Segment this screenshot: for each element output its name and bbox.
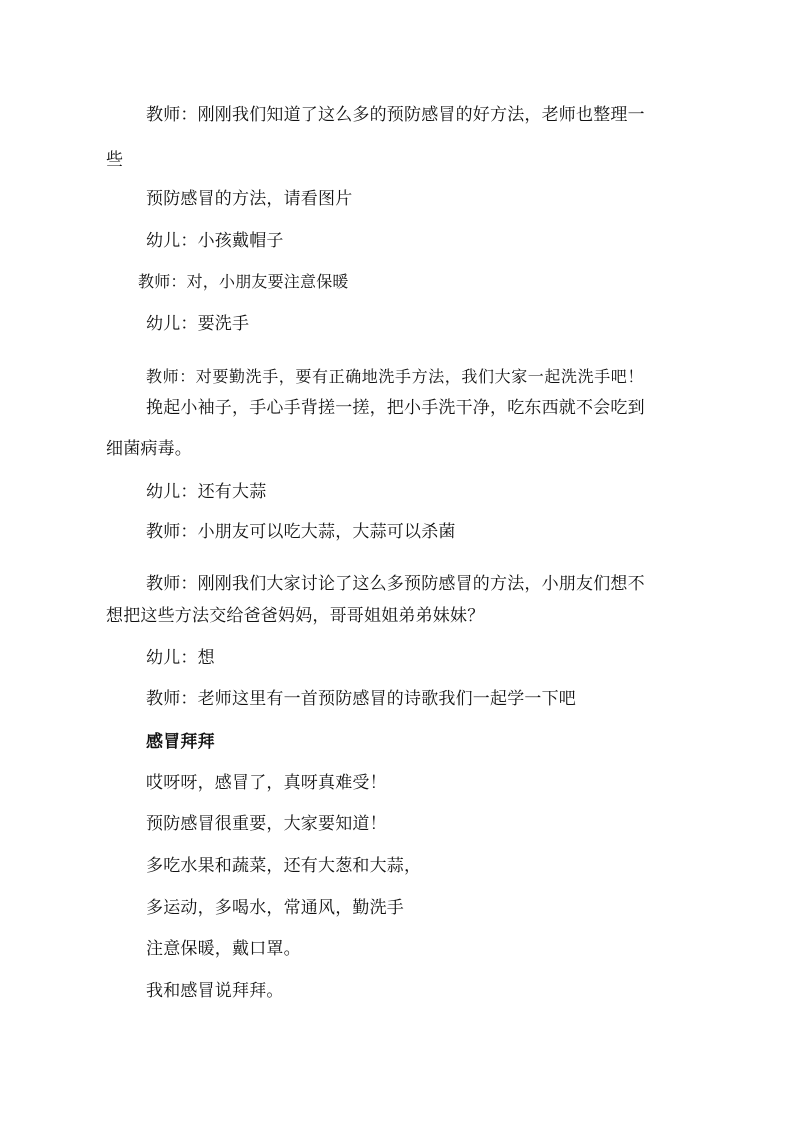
text-line: 教师：对要勤洗手，要有正确地洗手方法，我们大家一起洗洗手吧！ xyxy=(146,367,645,386)
text-line: 挽起小袖子，手心手背搓一搓，把小手洗干净，吃东西就不会吃到 xyxy=(146,398,645,418)
text-line: 教师：刚刚我们知道了这么多的预防感冒的好方法，老师也整理一 xyxy=(146,105,645,125)
text-line: 预防感冒的方法，请看图片 xyxy=(146,189,353,209)
poem-line: 多运动，多喝水，常通风，勤洗手 xyxy=(146,898,404,918)
poem-line: 哎呀呀，感冒了，真呀真难受！ xyxy=(146,773,387,793)
poem-line: 多吃水果和蔬菜，还有大葱和大蒜， xyxy=(146,856,422,876)
text-line: 幼儿：要洗手 xyxy=(146,314,250,334)
poem-title: 感冒拜拜 xyxy=(146,732,215,752)
text-line: 幼儿：想 xyxy=(146,648,215,668)
poem-line: 预防感冒很重要，大家要知道！ xyxy=(146,814,387,834)
text-line: 细菌病毒。 xyxy=(106,439,192,459)
text-line: 教师：刚刚我们大家讨论了这么多预防感冒的方法，小朋友们想不 xyxy=(146,574,645,594)
poem-line: 注意保暖，戴口罩。 xyxy=(146,939,301,959)
text-line: 教师：老师这里有一首预防感冒的诗歌我们一起学一下吧 xyxy=(146,689,576,709)
text-line: 幼儿：还有大蒜 xyxy=(146,482,267,502)
text-line: 教师：对，小朋友要注意保暖 xyxy=(138,272,349,291)
text-line: 些 xyxy=(106,150,124,170)
text-line: 教师：小朋友可以吃大蒜，大蒜可以杀菌 xyxy=(146,522,456,542)
text-line: 幼儿：小孩戴帽子 xyxy=(146,231,284,251)
text-line: 想把这些方法交给爸爸妈妈，哥哥姐姐弟弟妹妹？ xyxy=(106,606,485,626)
poem-line: 我和感冒说拜拜。 xyxy=(146,981,284,1001)
